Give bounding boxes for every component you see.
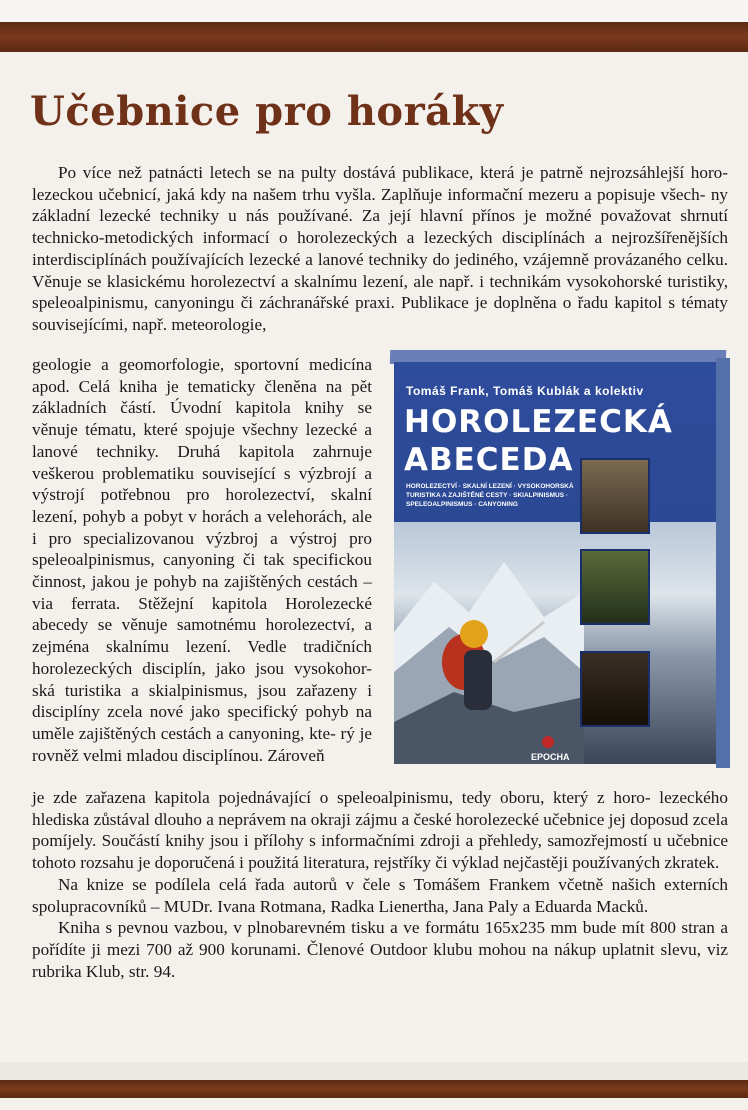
- text-line: věnuje tématu, které spojuje všechny lezecké: [32, 420, 358, 440]
- book-cover: [394, 362, 716, 764]
- text-line: rý je rovněž velmi mladou disciplínou. Zároveň: [32, 723, 372, 765]
- book-subtitle: HOROLEZECTVÍ · SKALNÍ LEZENÍ · VYSOKOHORSKÁ TURISTIKA A ZAJIŠTĚNÉ CESTY · SKIALPINISMUS · SPELEOALPINISMUS · CANYONING: [406, 483, 574, 508]
- next-article-bleed: [0, 1062, 748, 1080]
- mountain-photo: [394, 522, 716, 764]
- text-line: ny základní lezecké techniky u nás používané. Za její hlavní přínos je možné považovat shrnutí: [32, 184, 729, 226]
- text-line: a lanové techniky. Druhá kapitola zahrnuje: [32, 420, 373, 461]
- text-line: nejčastěji používaných zkratek.: [503, 853, 720, 873]
- text-line: – via ferrata. Stěžejní kapitola Horolezecké: [32, 572, 373, 613]
- text-line: turistiky, speleoalpinismu, canyoningu či záchranářské praxi. Publikace je doplněna o řadu: [32, 271, 729, 313]
- page-top-margin: [0, 0, 748, 22]
- text-line: spolupracovníků – MUDr. Ivana Rotmana, Radka Lienertha, Jana Paly a Eduarda Macků.: [32, 896, 649, 916]
- book-authors: Tomáš Frank, Tomáš Kublák a kolektiv: [406, 384, 644, 398]
- text-line: a výstrojí potřebnou pro horolezectví, skalní: [32, 463, 372, 505]
- book-cover-image: [390, 350, 730, 770]
- climber-helmet: [460, 620, 488, 648]
- text-line: veškerou problematiku související s výzbrojí: [32, 463, 357, 483]
- text-line: a pořídíte ji mezi 700 až 900 korunami. Členové Outdoor klubu mohou na nákup uplatnit slevu,: [32, 918, 729, 959]
- text-line: ale i pro specializovanou výzbroj a výstroj pro: [32, 506, 373, 548]
- text-line: abecedy se věnuje samotnému horolezectví,: [32, 615, 355, 635]
- text-line: horolezeckých disciplín, jako jsou vysokohor-: [32, 658, 372, 678]
- publisher-name: EPOCHA: [531, 752, 570, 762]
- publisher-logo-icon: [542, 736, 554, 748]
- article-continuation: [32, 787, 728, 982]
- text-line: lezeckého hlediska zůstával dlouho a neprávem na okraji zájmu a české horolezecké učebnice: [32, 788, 728, 829]
- authors-paragraph: [32, 874, 728, 917]
- book-spine: [716, 358, 730, 768]
- photo-thumbnail-climbing: [580, 458, 650, 534]
- text-line: základních částí. Úvodní kapitola knihy se: [32, 398, 372, 418]
- text-line: a zejména skalnímu lezení. Vedle tradičních: [32, 615, 373, 657]
- text-line: ská turistika a skialpinismus, jsou zařazeny: [32, 680, 358, 700]
- closing-paragraph: [32, 917, 728, 982]
- text-line: jej doposud zcela pomíjely. Součástí knihy jsou i přílohy s informačními zdroji a přehledy,: [32, 809, 728, 851]
- photo-thumbnail-caving: [580, 549, 650, 625]
- text-line: apod. Celá kniha je tematicky členěna na pět: [32, 376, 372, 396]
- text-line: činnost, jakou je pohyb na zajištěných cestách: [32, 572, 358, 592]
- text-line: lezeckou učebnicí, jaká kdy na našem trhu vyšla. Zaplňuje informační mezeru a popisuje všech-: [32, 184, 706, 204]
- column-paragraph: [32, 354, 372, 766]
- intro-paragraph: [32, 162, 728, 336]
- continuation-paragraph: [32, 787, 728, 874]
- book-title-line-1: HOROLEZECKÁ: [404, 404, 673, 440]
- text-line: lezení, pohyb a pobyt v horách a velehorách,: [32, 506, 347, 526]
- article-intro: [32, 162, 728, 336]
- text-line: je zde zařazena kapitola pojednávající o speleoalpinismu, tedy oboru, který z horo-: [32, 788, 651, 807]
- text-line: Po více než patnácti letech se na pulty dostává publikace, která je patrně nejrozsáhlejší horo-: [58, 163, 728, 182]
- header-bar: [0, 22, 748, 52]
- text-line: Na knize se podílela celá řada autorů v čele s Tomášem Frankem včetně našich externích: [58, 874, 728, 894]
- text-line: na uměle zajištěných cestách a canyoning, kte-: [32, 702, 373, 743]
- climber-body: [464, 650, 492, 710]
- article-column: [32, 354, 372, 766]
- book-title-line-2: ABECEDA: [404, 442, 574, 478]
- text-line: samozřejmostí u učebnice tohoto rozsahu je doporučená i použitá literatura, rejstříky či výklad: [32, 831, 728, 873]
- text-line: Kniha s pevnou vazbou, v plnobarevném tisku a ve formátu 165x235 mm bude mít 800 stran: [58, 918, 715, 938]
- photo-thumbnail-canyoning: [580, 651, 650, 727]
- text-line: celku. Věnuje se klasickému horolezectví a skalnímu lezení, ale např. i technikám vysokohorské: [32, 249, 728, 291]
- text-line: i disciplíny zcela nové jako specifický pohyb: [32, 680, 372, 722]
- text-line: speleoalpinismus, canyoning či tak specifickou: [32, 550, 372, 570]
- text-line: technicko-metodických informací o horolezeckých a lezeckých disciplínách a nejrozšířenějších: [32, 228, 728, 248]
- footer-bar: [0, 1080, 748, 1098]
- mountain-illustration: [394, 522, 716, 764]
- text-line: geologie a geomorfologie, sportovní medicína: [32, 355, 372, 374]
- text-line: viz rubrika Klub, str. 94.: [32, 939, 728, 981]
- text-line: interdisciplínách používajících lezecké a lanové techniky do jediného, vzájemně provázaného: [32, 249, 682, 269]
- text-line: kapitol s tématy souvisejícími, např. meteorologie,: [32, 293, 728, 334]
- article-title: Učebnice pro horáky: [30, 88, 504, 135]
